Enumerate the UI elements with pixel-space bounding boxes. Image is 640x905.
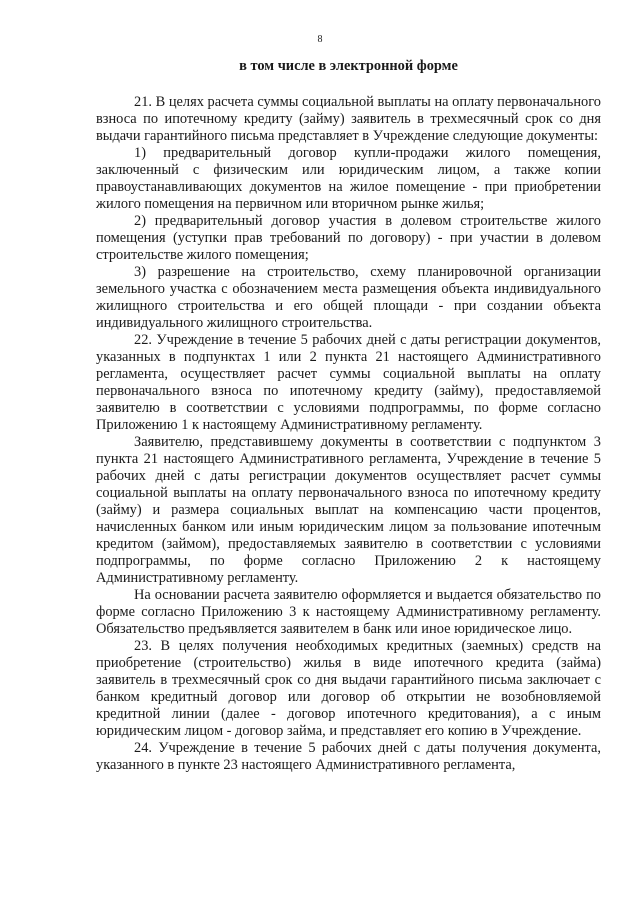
paragraph-21-item-2: 2) предварительный договор участия в долевом строительстве жилого помещения (уступки прав требований по договору) - при участии в долевом строительстве жилого помещения; [96, 213, 601, 263]
paragraph-22: 22. Учреждение в течение 5 рабочих дней с даты регистрации документов, указанных в подпунктах 1 или 2 пункта 21 настоящего Административного регламента, осуществляет расчет суммы социальной выплаты на оплату первоначального взноса по ипотечному кредиту (займу), предоставляемой заявителю в соответствии с условиями подпрограммы, по форме согласно Приложению 1 к настоящему Административному регламенту. [96, 332, 601, 433]
paragraph-23: 23. В целях получения необходимых кредитных (заемных) средств на приобретение (строительство) жилья в виде ипотечного кредита (займа) заявитель в трехмесячный срок со дня выдачи гарантийного письма заключает с банком кредитный договор или договор об открытии не возобновляемой кредитной линии (далее - договор ипотечного кредитования), а с иным юридическим лицом - договор займа, и представляет его копию в Учреждение. [96, 638, 601, 739]
document-body [96, 94, 601, 774]
paragraph-21: 21. В целях расчета суммы социальной выплаты на оплату первоначального взноса по ипотечному кредиту (займу) заявитель в трехмесячный срок со дня выдачи гарантийного письма представляет в Учреждение следующие документы: [96, 94, 601, 144]
paragraph-21-item-1: 1) предварительный договор купли-продажи жилого помещения, заключенный с физическим или юридическим лицом, а также копии правоустанавливающих документов на жилое помещение - при приобретении жилого помещения на первичном или вторичном рынке жилья; [96, 145, 601, 212]
page-number: 8 [317, 34, 323, 45]
paragraph-21-item-3: 3) разрешение на строительство, схему планировочной организации земельного участка с обозначением места размещения объекта индивидуального жилищного строительства и его общей площади - при создании объекта индивидуального жилищного строительства. [96, 264, 601, 331]
paragraph-24: 24. Учреждение в течение 5 рабочих дней с даты получения документа, указанного в пункте 23 настоящего Административного регламента, [96, 740, 601, 773]
paragraph-22-applicant: Заявителю, представившему документы в соответствии с подпунктом 3 пункта 21 настоящего Административного регламента, Учреждение в течение 5 рабочих дней с даты регистрации документов осуществляет расчет суммы социальной выплаты на оплату первоначального взноса по ипотечному кредиту (займу) и размера социальных выплат на компенсацию части процентов, начисленных банком или иным юридическим лицом за пользование ипотечным кредитом (займом), предоставляемых заявителю в соответствии с условиями подпрограммы, по форме согласно Приложению 2 к настоящему Административному регламенту. [96, 434, 601, 586]
page-heading: в том числе в электронной форме [239, 58, 458, 74]
paragraph-22-obligation: На основании расчета заявителю оформляется и выдается обязательство по форме согласно Приложению 3 к настоящему Административному регламенту. Обязательство предъявляется заявителем в банк или иное юридическое лицо. [96, 587, 601, 637]
